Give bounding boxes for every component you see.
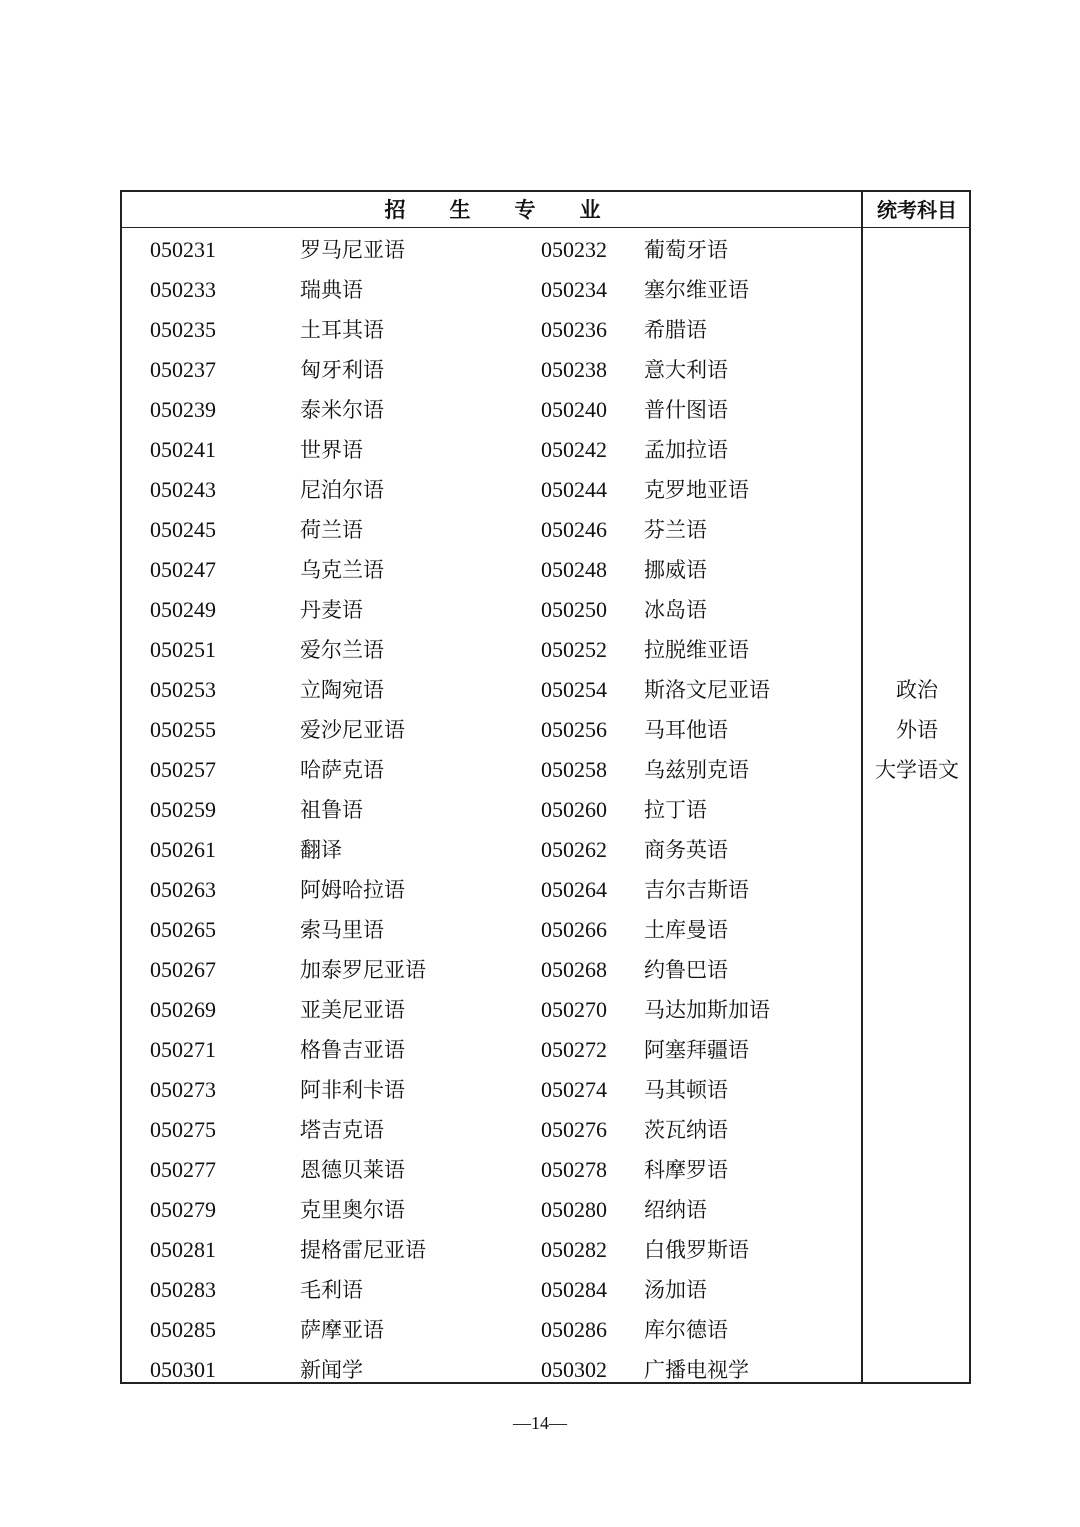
table-row: [122, 910, 861, 950]
major-code: 050279: [150, 1197, 216, 1222]
table-row: [122, 550, 861, 590]
header-enrollment-majors: [122, 192, 863, 226]
major-code: 050258: [541, 757, 607, 782]
major-name: 索马里语: [300, 918, 384, 942]
major-name: 土库曼语: [644, 918, 728, 942]
majors-table: [120, 190, 971, 1384]
major-code: 050268: [541, 957, 607, 982]
major-name: 瑞典语: [300, 278, 363, 302]
table-row: [122, 1190, 861, 1230]
major-name: 约鲁巴语: [644, 958, 728, 982]
major-code: 050246: [541, 517, 607, 542]
major-code: 050239: [150, 397, 216, 422]
major-name: 萨摩亚语: [300, 1318, 384, 1342]
major-code: 050281: [150, 1237, 216, 1262]
major-code: 050275: [150, 1117, 216, 1142]
major-code: 050270: [541, 997, 607, 1022]
major-name: 翻译: [300, 838, 342, 862]
table-row: [122, 830, 861, 870]
major-name: 毛利语: [300, 1278, 363, 1302]
major-name: 爱沙尼亚语: [300, 718, 405, 742]
major-code: 050277: [150, 1157, 216, 1182]
table-row: [122, 950, 861, 990]
major-code: 050238: [541, 357, 607, 382]
exam-subject: 大学语文: [875, 758, 959, 782]
major-name: 尼泊尔语: [300, 478, 384, 502]
major-code: 050271: [150, 1037, 216, 1062]
table-row: [122, 1270, 861, 1310]
major-code: 050260: [541, 797, 607, 822]
major-code: 050235: [150, 317, 216, 342]
page-number: —14—: [513, 1413, 567, 1433]
major-code: 050233: [150, 277, 216, 302]
major-code: 050232: [541, 237, 607, 262]
major-name: 葡萄牙语: [644, 238, 728, 262]
table-header: [122, 192, 969, 228]
major-name: 哈萨克语: [300, 758, 384, 782]
major-code: 050234: [541, 277, 607, 302]
major-code: 050280: [541, 1197, 607, 1222]
major-code: 050237: [150, 357, 216, 382]
table-row: [122, 870, 861, 910]
table-row: [122, 590, 861, 630]
major-name: 荷兰语: [300, 518, 363, 542]
major-name: 汤加语: [644, 1278, 707, 1302]
major-name: 罗马尼亚语: [300, 238, 405, 262]
major-code: 050259: [150, 797, 216, 822]
major-name: 斯洛文尼亚语: [644, 678, 770, 702]
major-code: 050241: [150, 437, 216, 462]
header-char: 招: [384, 198, 406, 222]
major-name: 科摩罗语: [644, 1158, 728, 1182]
major-code: 050252: [541, 637, 607, 662]
major-name: 格鲁吉亚语: [300, 1038, 405, 1062]
table-row: [122, 670, 861, 710]
table-row: [122, 1110, 861, 1150]
major-name: 恩德贝莱语: [300, 1158, 405, 1182]
table-row: [122, 230, 861, 270]
table-row: [122, 1350, 861, 1390]
major-code: 050250: [541, 597, 607, 622]
header-char: 专: [514, 198, 536, 222]
major-code: 050276: [541, 1117, 607, 1142]
header-exam-subjects: 统考科目: [877, 198, 957, 222]
major-name: 乌兹别克语: [644, 758, 749, 782]
major-code: 050278: [541, 1157, 607, 1182]
major-name: 冰岛语: [644, 598, 707, 622]
table-body: [122, 230, 861, 1390]
major-code: 050256: [541, 717, 607, 742]
table-row: [122, 990, 861, 1030]
major-name: 丹麦语: [300, 598, 363, 622]
major-code: 050285: [150, 1317, 216, 1342]
major-name: 立陶宛语: [300, 678, 384, 702]
major-code: 050243: [150, 477, 216, 502]
table-row: [122, 710, 861, 750]
major-name: 马其顿语: [644, 1078, 728, 1102]
table-row: [122, 470, 861, 510]
major-code: 050267: [150, 957, 216, 982]
major-name: 芬兰语: [644, 518, 707, 542]
major-code: 050263: [150, 877, 216, 902]
table-row: [122, 790, 861, 830]
major-code: 050253: [150, 677, 216, 702]
major-code: 050274: [541, 1077, 607, 1102]
major-code: 050231: [150, 237, 216, 262]
major-name: 阿非利卡语: [300, 1078, 405, 1102]
major-code: 050272: [541, 1037, 607, 1062]
major-name: 塔吉克语: [300, 1118, 384, 1142]
table-row: [122, 1310, 861, 1350]
major-code: 050248: [541, 557, 607, 582]
major-name: 爱尔兰语: [300, 638, 384, 662]
table-row: [122, 750, 861, 790]
major-code: 050261: [150, 837, 216, 862]
major-code: 050247: [150, 557, 216, 582]
table-row: [122, 630, 861, 670]
exam-subjects-cell: [863, 670, 971, 790]
major-name: 意大利语: [644, 358, 728, 382]
table-row: [122, 350, 861, 390]
major-code: 050240: [541, 397, 607, 422]
major-code: 050244: [541, 477, 607, 502]
major-name: 绍纳语: [644, 1198, 707, 1222]
table-row: [122, 390, 861, 430]
table-row: [122, 510, 861, 550]
major-name: 拉丁语: [644, 798, 707, 822]
major-code: 050265: [150, 917, 216, 942]
major-name: 匈牙利语: [300, 358, 384, 382]
major-name: 拉脱维亚语: [644, 638, 749, 662]
major-name: 克里奥尔语: [300, 1198, 405, 1222]
major-code: 050251: [150, 637, 216, 662]
major-name: 新闻学: [300, 1358, 363, 1382]
major-code: 050236: [541, 317, 607, 342]
major-name: 克罗地亚语: [644, 478, 749, 502]
major-code: 050245: [150, 517, 216, 542]
major-name: 库尔德语: [644, 1318, 728, 1342]
major-code: 050254: [541, 677, 607, 702]
major-code: 050286: [541, 1317, 607, 1342]
major-name: 普什图语: [644, 398, 728, 422]
major-name: 挪威语: [644, 558, 707, 582]
major-name: 泰米尔语: [300, 398, 384, 422]
major-name: 茨瓦纳语: [644, 1118, 728, 1142]
major-code: 050269: [150, 997, 216, 1022]
major-name: 阿姆哈拉语: [300, 878, 405, 902]
major-name: 祖鲁语: [300, 798, 363, 822]
table-row: [122, 430, 861, 470]
major-code: 050283: [150, 1277, 216, 1302]
major-name: 塞尔维亚语: [644, 278, 749, 302]
major-code: 050262: [541, 837, 607, 862]
major-name: 阿塞拜疆语: [644, 1038, 749, 1062]
major-name: 马耳他语: [644, 718, 728, 742]
major-name: 广播电视学: [644, 1358, 749, 1382]
major-name: 亚美尼亚语: [300, 998, 405, 1022]
header-char: 生: [449, 198, 471, 222]
table-row: [122, 310, 861, 350]
header-char: 业: [579, 198, 601, 222]
major-name: 世界语: [300, 438, 363, 462]
major-code: 050249: [150, 597, 216, 622]
major-name: 吉尔吉斯语: [644, 878, 749, 902]
major-code: 050284: [541, 1277, 607, 1302]
major-code: 050302: [541, 1357, 607, 1382]
table-row: [122, 270, 861, 310]
major-code: 050255: [150, 717, 216, 742]
major-name: 提格雷尼亚语: [300, 1238, 426, 1262]
table-row: [122, 1230, 861, 1270]
major-code: 050273: [150, 1077, 216, 1102]
major-name: 土耳其语: [300, 318, 384, 342]
major-name: 马达加斯加语: [644, 998, 770, 1022]
major-name: 商务英语: [644, 838, 728, 862]
table-row: [122, 1070, 861, 1110]
major-name: 加泰罗尼亚语: [300, 958, 426, 982]
major-code: 050301: [150, 1357, 216, 1382]
table-row: [122, 1030, 861, 1070]
major-code: 050282: [541, 1237, 607, 1262]
exam-subject: 外语: [896, 718, 938, 742]
major-name: 孟加拉语: [644, 438, 728, 462]
table-row: [122, 1150, 861, 1190]
major-code: 050266: [541, 917, 607, 942]
major-name: 乌克兰语: [300, 558, 384, 582]
exam-subject: 政治: [896, 678, 938, 702]
major-name: 希腊语: [644, 318, 707, 342]
major-code: 050264: [541, 877, 607, 902]
major-name: 白俄罗斯语: [644, 1238, 749, 1262]
major-code: 050257: [150, 757, 216, 782]
major-code: 050242: [541, 437, 607, 462]
